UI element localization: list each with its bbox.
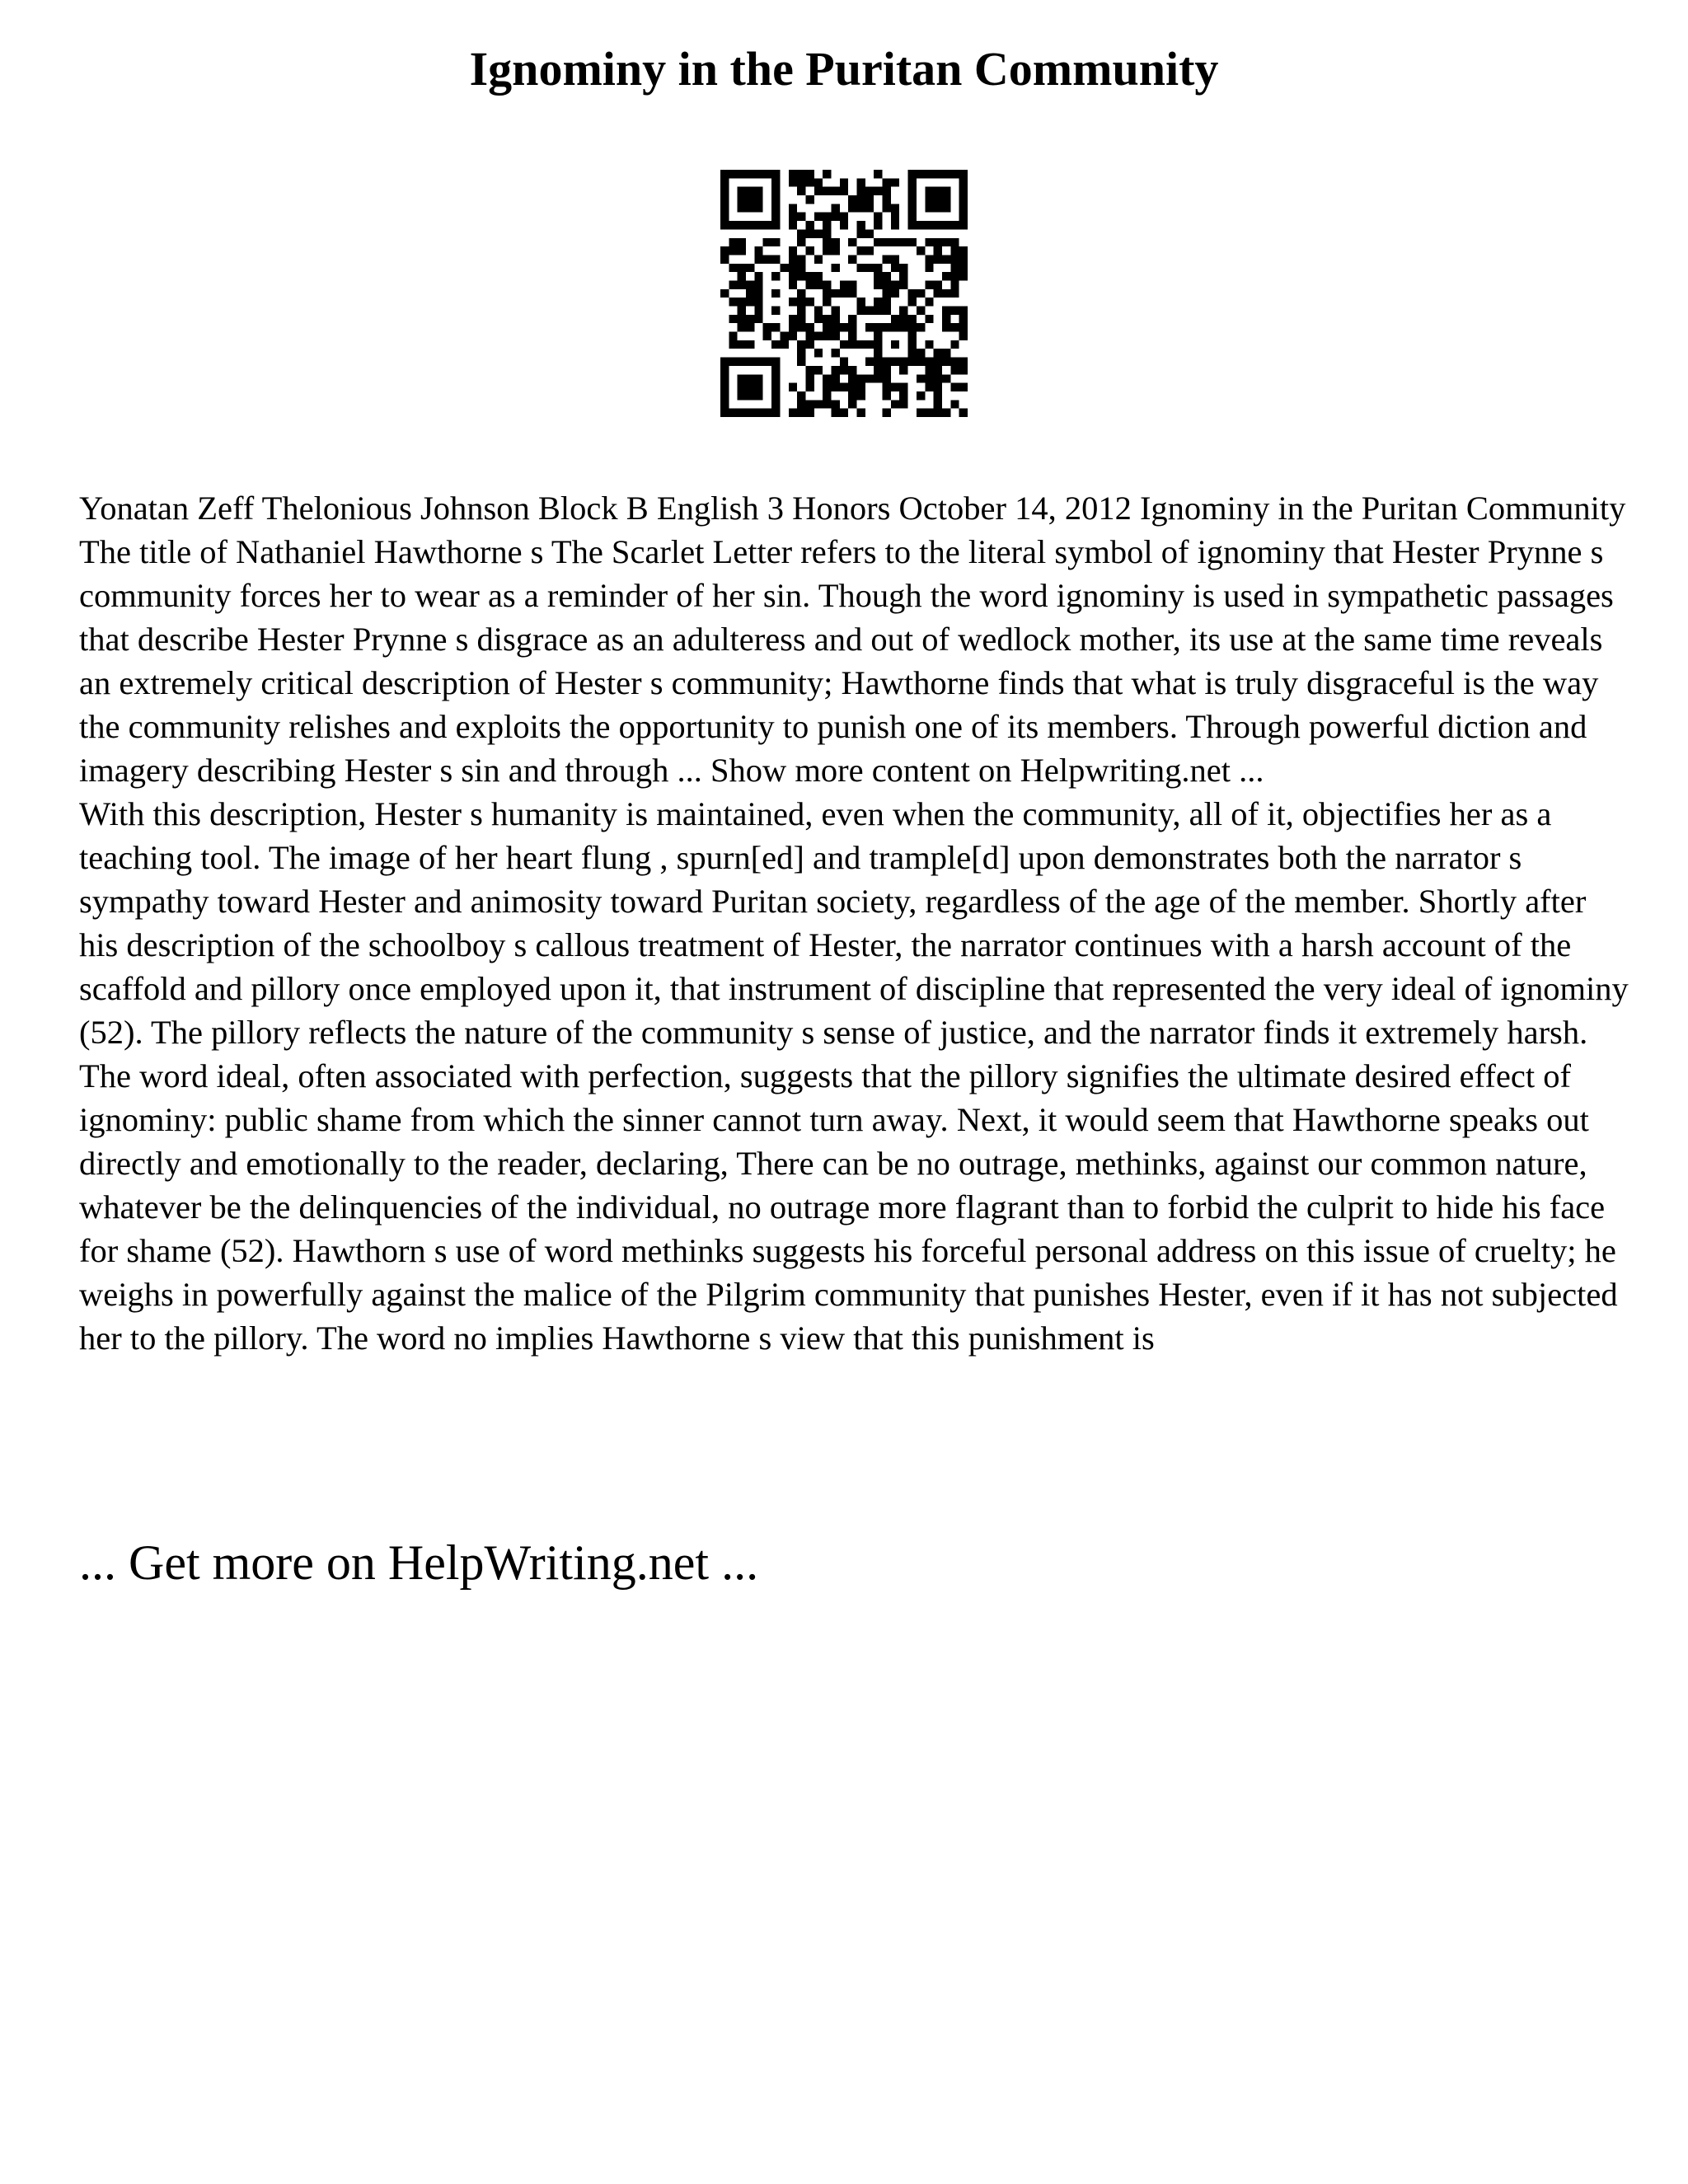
essay-body [79, 486, 1629, 1360]
essay-paragraph: Yonatan Zeff Thelonious Johnson Block B English 3 Honors October 14, 2012 Ignominy in the Puritan Community The title of Nathaniel Hawthorne s The Scarlet Letter refers to the literal symbol of ignominy that Hester Prynne s community forces her to wear as a reminder of her sin. Though the word ignominy is used in sympathetic passages that describe Hester Prynne s disgrace as an adulteress and out of wedlock mother, its use at the same time reveals an extremely critical description of Hester s community; Hawthorne finds that what is truly disgraceful is the way the community relishes and exploits the opportunity to punish one of its members. Through powerful diction and imagery describing Hester s sin and through ... Show more content on Helpwriting.net ... [79, 490, 1626, 789]
qr-code-icon [720, 170, 968, 417]
page-title: Ignominy in the Puritan Community [469, 42, 1219, 96]
get-more-link[interactable]: ... Get more on HelpWriting.net ... [79, 1535, 759, 1590]
essay-paragraph: With this description, Hester s humanity is maintained, even when the community, all of it, objectifies her as a teaching tool. The image of her heart flung , spurn[ed] and trample[d] upon demonstrates both the narrator s sympathy toward Hester and animosity toward Puritan society, regardless of the age of the member. Shortly after his description of the schoolboy s callous treatment of Hester, the narrator continues with a harsh account of the scaffold and pillory once employed upon it, that instrument of discipline that represented the very ideal of ignominy (52). The pillory reflects the nature of the community s sense of justice, and the narrator finds it extremely harsh. The word ideal, often associated with perfection, suggests that the pillory signifies the ultimate desired effect of ignominy: public shame from which the sinner cannot turn away. Next, it would seem that Hawthorne speaks out directly and emotionally to the reader, declaring, There can be no outrage, methinks, against our common nature, whatever be the delinquencies of the individual, no outrage more flagrant than to forbid the culprit to hide his face for shame (52). Hawthorn s use of word methinks suggests his forceful personal address on this issue of cruelty; he weighs in powerfully against the malice of the Pilgrim community that punishes Hester, even if it has not subjected her to the pillory. The word no implies Hawthorne s view that this punishment is [79, 795, 1629, 1357]
